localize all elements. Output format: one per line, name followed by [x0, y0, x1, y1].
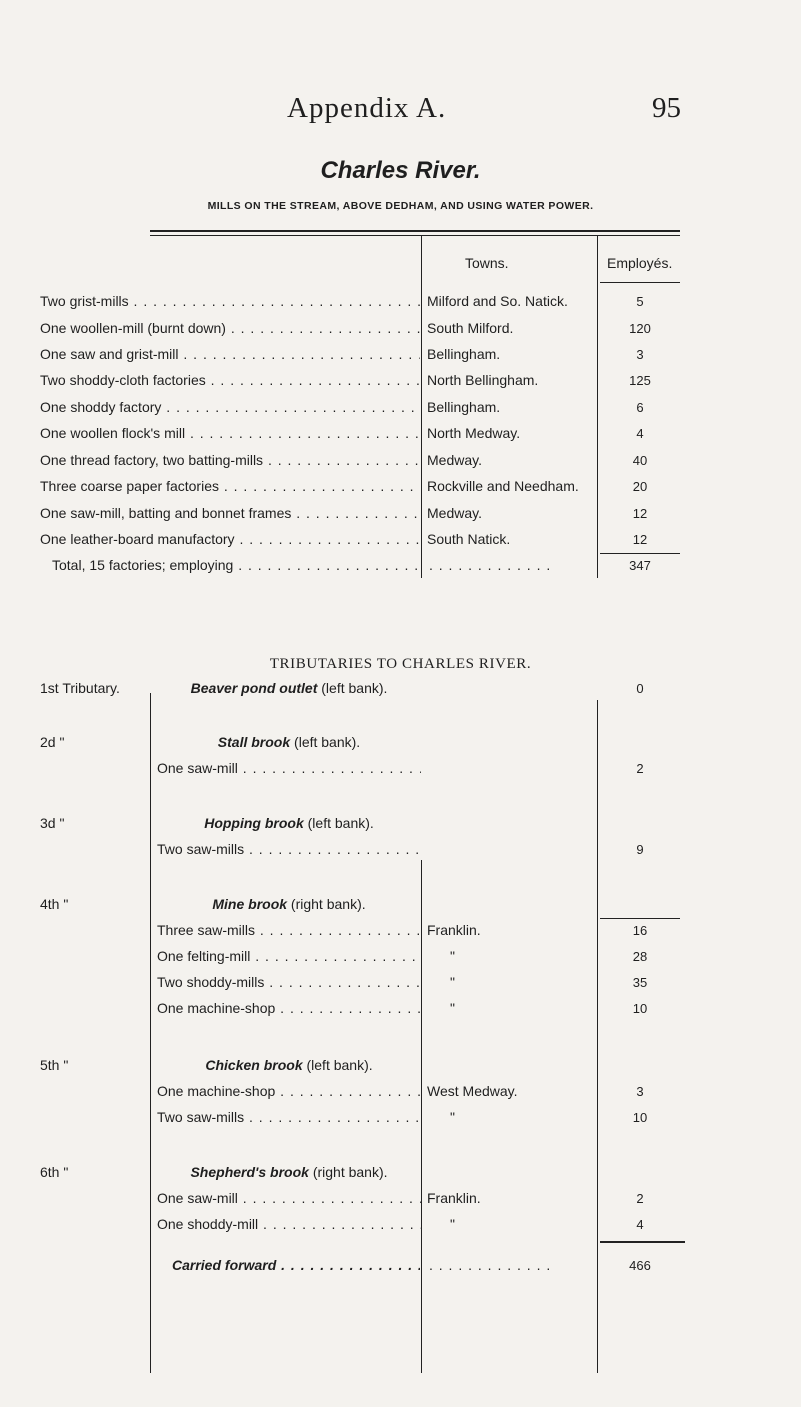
table-row-desc: One saw-mill, batting and bonnet frames . . .	[40, 505, 420, 521]
column-header-towns: Towns.	[465, 255, 509, 271]
table-row-desc: One leather-board manufactory . . .	[40, 531, 420, 547]
table-top-rule	[150, 230, 680, 232]
carried-forward-dots: . . . . . . . . . . . . .	[429, 1257, 552, 1273]
table-row-town: Medway.	[427, 505, 482, 521]
table-row-employes: 3	[636, 347, 644, 362]
table-row-desc: One woollen flock's mill . . .	[40, 425, 420, 441]
tributaries-title: TRIBUTARIES TO CHARLES RIVER.	[269, 656, 532, 672]
table-row-desc: Two shoddy-cloth factories . . .	[40, 372, 420, 388]
page-title: Charles River.	[320, 157, 481, 184]
table-row-employes: 5	[636, 294, 644, 309]
tributary-item-town: "	[450, 974, 455, 990]
tributary-item-employes: 2	[636, 1191, 644, 1206]
carried-forward-desc: Carried forward . . .	[172, 1257, 420, 1273]
brook-bank: (left bank).	[302, 1057, 373, 1073]
table-row-town: Rockville and Needham.	[427, 478, 579, 494]
table-row-town: South Milford.	[427, 320, 514, 336]
tributary-item-town: "	[450, 1109, 455, 1125]
table-row-desc: Two grist-mills . . .	[40, 293, 420, 309]
tributary-item-town: "	[450, 1216, 455, 1232]
tributary-item-desc: Three saw-mills . . .	[157, 922, 421, 938]
table-row-town: Bellingham.	[427, 346, 501, 362]
table-row-town: North Bellingham.	[427, 372, 539, 388]
tributary-label: 3d "	[40, 815, 65, 831]
carried-forward-employes: 466	[629, 1258, 651, 1273]
tributary-item-town: "	[450, 948, 455, 964]
table-row-employes: 40	[632, 453, 648, 468]
table-row-desc: One saw and grist-mill . . .	[40, 346, 420, 362]
brook-bank: (left bank).	[290, 734, 361, 750]
tributary-item-desc: One saw-mill . . .	[157, 1190, 421, 1206]
total-row-employes: 347	[629, 558, 651, 573]
tributary-item-employes: 28	[632, 949, 648, 964]
table-row-employes: 125	[629, 373, 651, 388]
tributary-label: 4th "	[40, 896, 69, 912]
tributary-item-employes: 16	[632, 923, 648, 938]
table-row-town: Medway.	[427, 452, 482, 468]
brook-name: Beaver pond outlet	[190, 680, 318, 696]
column-header-employes: Employés.	[607, 255, 673, 271]
table-row-employes: 6	[636, 400, 644, 415]
tributary-item-desc: One machine-shop . . .	[157, 1000, 421, 1016]
tributary-item-desc: Two shoddy-mills . . .	[157, 974, 421, 990]
table-row-desc: One shoddy factory . . .	[40, 399, 420, 415]
table-row-town: Bellingham.	[427, 399, 501, 415]
tributary-item-desc: One felting-mill . . .	[157, 948, 421, 964]
table-row-employes: 12	[632, 532, 648, 547]
brook-bank: (right bank).	[308, 1164, 388, 1180]
tributary-item-employes: 3	[636, 1084, 644, 1099]
table-top-rule-2	[150, 235, 680, 236]
brook-name: Hopping brook	[204, 815, 304, 831]
tributary-item-employes: 9	[636, 842, 644, 857]
table-row-employes: 4	[636, 426, 644, 441]
brook-bank: (left bank).	[317, 680, 388, 696]
tributary-item-desc: One machine-shop . . .	[157, 1083, 421, 1099]
tributary-item-employes: 35	[632, 975, 648, 990]
tributary-item-employes: 4	[636, 1217, 644, 1232]
page-subtitle: MILLS ON THE STREAM, ABOVE DEDHAM, AND USING WATER POWER.	[207, 200, 594, 212]
tributary-item-desc: Two saw-mills . . .	[157, 1109, 421, 1125]
tributary-label: 1st Tributary.	[40, 680, 120, 696]
table-row-employes: 12	[632, 506, 648, 521]
brook-name: Chicken brook	[205, 1057, 303, 1073]
table-row-employes: 120	[629, 321, 651, 336]
tributary-item-desc: One saw-mill . . .	[157, 760, 421, 776]
table-row-desc: One woollen-mill (burnt down) . . .	[40, 320, 420, 336]
tributary-label: 2d "	[40, 734, 65, 750]
total-row-dots: . . . . . . . . . . . . .	[429, 557, 552, 573]
tributary-item-town: Franklin.	[427, 1190, 481, 1206]
brook-bank: (right bank).	[287, 896, 366, 912]
table-row-town: Milford and So. Natick.	[427, 293, 568, 309]
tributary-item-employes: 10	[632, 1110, 648, 1125]
tributary-label: 5th "	[40, 1057, 69, 1073]
running-header: Appendix A.	[287, 92, 447, 124]
tributary-label: 6th "	[40, 1164, 69, 1180]
tributary-item-desc: Two saw-mills . . .	[157, 841, 421, 857]
table-row-desc: One thread factory, two batting-mills . . .	[40, 452, 420, 468]
total-row-desc: Total, 15 factories; employing . . .	[52, 557, 420, 573]
brook-name: Stall brook	[217, 734, 291, 750]
tributary-item-employes: 10	[632, 1001, 648, 1016]
table-row-town: South Natick.	[427, 531, 511, 547]
table-row-desc: Three coarse paper factories . . .	[40, 478, 420, 494]
brook-bank: (left bank).	[303, 815, 374, 831]
brook-name: Shepherd's brook	[190, 1164, 309, 1180]
table-row-town: North Medway.	[427, 425, 521, 441]
tributary-employes: 0	[636, 681, 644, 696]
tributary-item-town: West Medway.	[427, 1083, 518, 1099]
page-number: 95	[652, 92, 681, 124]
header-underline	[600, 282, 680, 283]
col-divider-employes	[597, 236, 598, 578]
tributary-item-town: "	[450, 1000, 455, 1016]
total-overline	[600, 553, 680, 554]
brook-name: Mine brook	[212, 896, 288, 912]
tributary-item-town: Franklin.	[427, 922, 481, 938]
tributary-item-desc: One shoddy-mill . . .	[157, 1216, 421, 1232]
col-divider-towns	[421, 236, 422, 578]
tributary-item-employes: 2	[636, 761, 644, 776]
table-row-employes: 20	[632, 479, 648, 494]
